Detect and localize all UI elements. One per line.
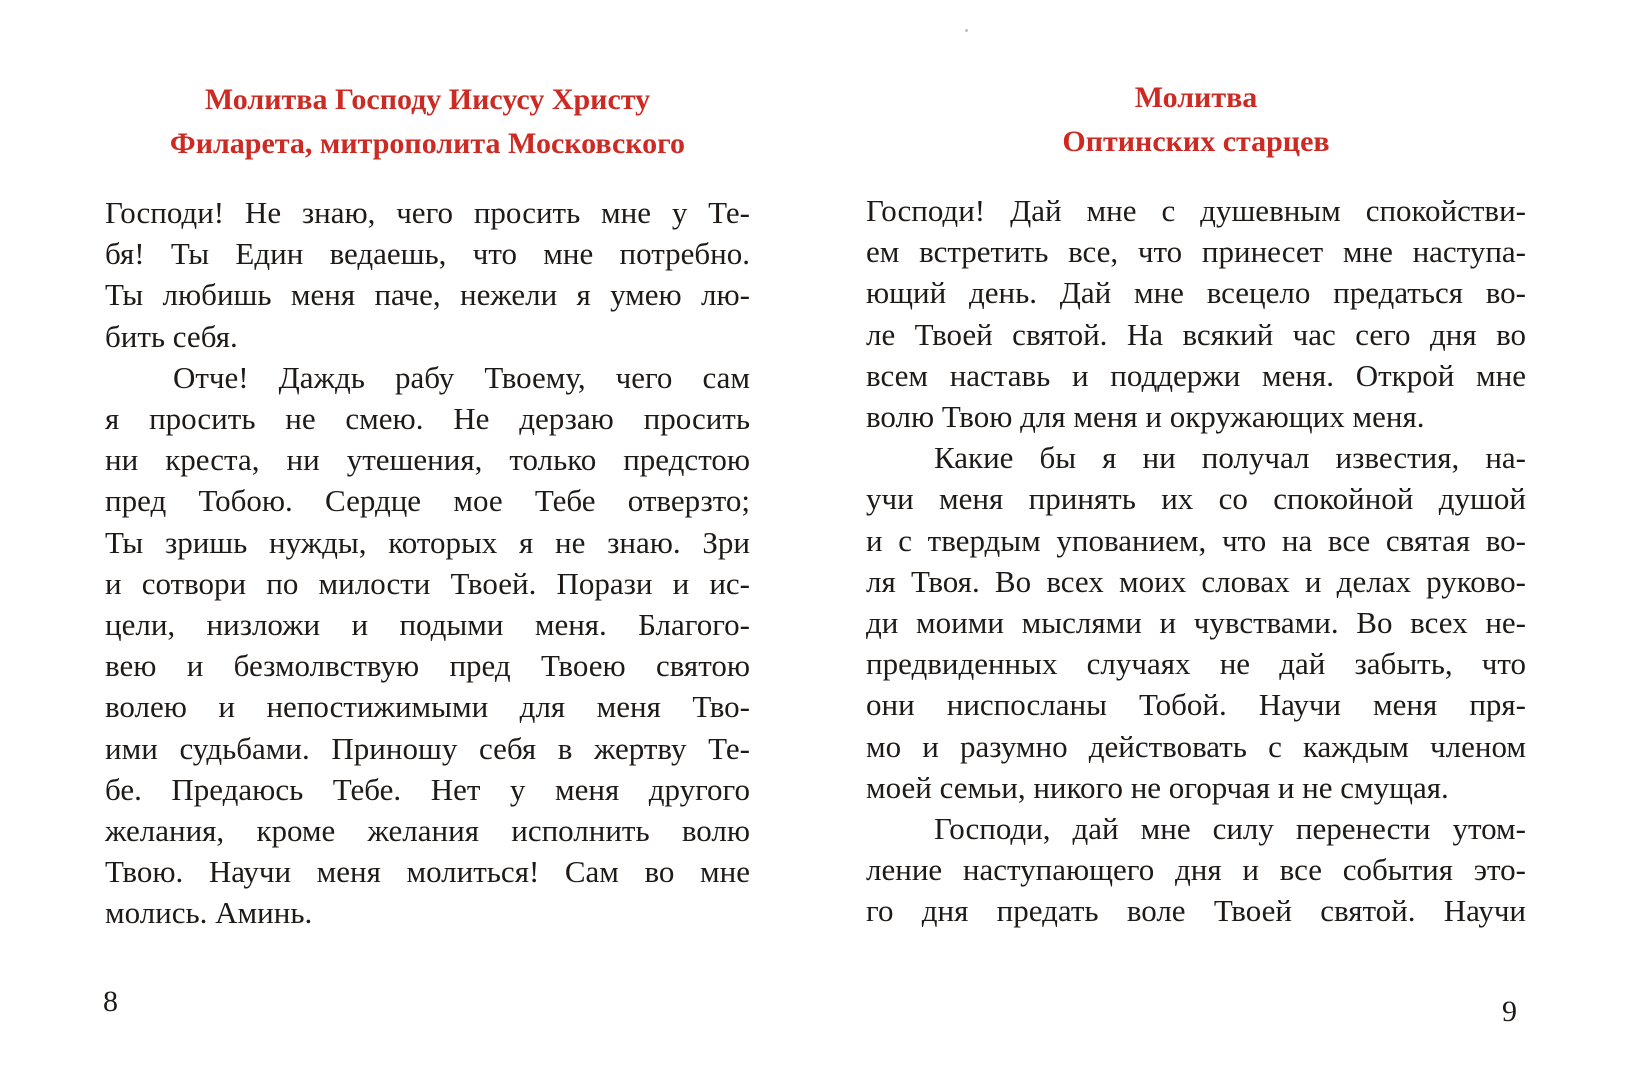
- text-line: ими судьбами. Приношу себя в жертву Те-: [105, 730, 750, 766]
- text-line: ни креста, ни утешения, только предстою: [105, 442, 750, 478]
- text-line: мо и разумно действовать с каждым членом: [866, 728, 1526, 764]
- text-line: и сотвори по милости Твоей. Порази и ис-: [105, 565, 750, 601]
- text-line: моей семьи, никого не огорчая и не смущая.: [866, 769, 1449, 805]
- text-line: бить себя.: [105, 318, 238, 354]
- text-line: ля Твоя. Во всех моих словах и делах руково-: [866, 563, 1526, 599]
- right-page-title: [866, 76, 1526, 164]
- text-line: ди моими мыслями и чувствами. Во всех не-: [866, 605, 1526, 641]
- title-line: Оптинских старцев: [1062, 125, 1330, 158]
- text-line: и с твердым упованием, что на все святая во-: [866, 522, 1526, 558]
- text-line: молись. Аминь.: [105, 895, 313, 931]
- text-line: Отче! Даждь рабу Твоему, чего сам: [173, 359, 750, 395]
- text-line: Твою. Научи меня молиться! Сам во мне: [105, 854, 750, 890]
- text-line: ление наступающего дня и все события это-: [866, 852, 1526, 888]
- text-line: Господи, дай мне силу перенести утом-: [934, 811, 1526, 847]
- text-line: вею и безмолвствую пред Твоею святою: [105, 648, 750, 684]
- scan-speck: [965, 29, 968, 32]
- text-line: волею и непостижимыми для меня Тво-: [105, 689, 750, 725]
- text-line: бе. Предаюсь Тебе. Нет у меня другого: [105, 771, 750, 807]
- left-prayer-text: [105, 192, 750, 934]
- text-line: го дня предать воле Твоей святой. Научи: [866, 893, 1526, 929]
- title-line: Филарета, митрополита Московского: [169, 127, 686, 160]
- text-line: бя! Ты Един ведаешь, что мне потребно.: [105, 236, 750, 272]
- right-page: [866, 76, 1526, 932]
- text-line: всем наставь и поддержи меня. Открой мне: [866, 357, 1526, 393]
- text-line: волю Твою для меня и окружающих меня.: [866, 399, 1425, 435]
- page-number-right: 9: [1502, 995, 1517, 1028]
- text-line: Ты зришь нужды, которых я не знаю. Зри: [105, 524, 750, 560]
- text-line: Господи! Не знаю, чего просить мне у Те-: [105, 195, 750, 230]
- text-line: Господи! Дай мне с душевным спокойстви-: [866, 193, 1526, 228]
- text-line: Какие бы я ни получал известия, на-: [934, 440, 1526, 476]
- title-line: Молитва: [1134, 81, 1258, 114]
- text-line: желания, кроме желания исполнить волю: [105, 813, 750, 849]
- text-line: предвиденных случаях не дай забыть, что: [866, 646, 1526, 682]
- left-page: [105, 78, 750, 934]
- text-line: они ниспосланы Тобой. Научи меня пря-: [866, 687, 1526, 723]
- text-line: Ты любишь меня паче, нежели я умею лю-: [105, 277, 750, 313]
- text-line: ющий день. Дай мне всецело предаться во-: [866, 275, 1526, 311]
- text-line: ле Твоей святой. На всякий час сего дня во: [866, 316, 1526, 352]
- text-line: ем встретить все, что принесет мне наступа-: [866, 234, 1526, 270]
- right-prayer-text: [866, 190, 1526, 932]
- text-line: учи меня принять их со спокойной душой: [866, 481, 1526, 517]
- text-line: я просить не смею. Не дерзаю просить: [105, 401, 750, 437]
- title-line: Молитва Господу Иисусу Христу: [204, 83, 651, 116]
- left-page-title: [105, 78, 750, 166]
- text-line: пред Тобою. Сердце мое Тебе отверзто;: [105, 483, 750, 519]
- page-number-left: 8: [103, 985, 118, 1018]
- text-line: цели, низложи и подыми меня. Благого-: [105, 607, 750, 643]
